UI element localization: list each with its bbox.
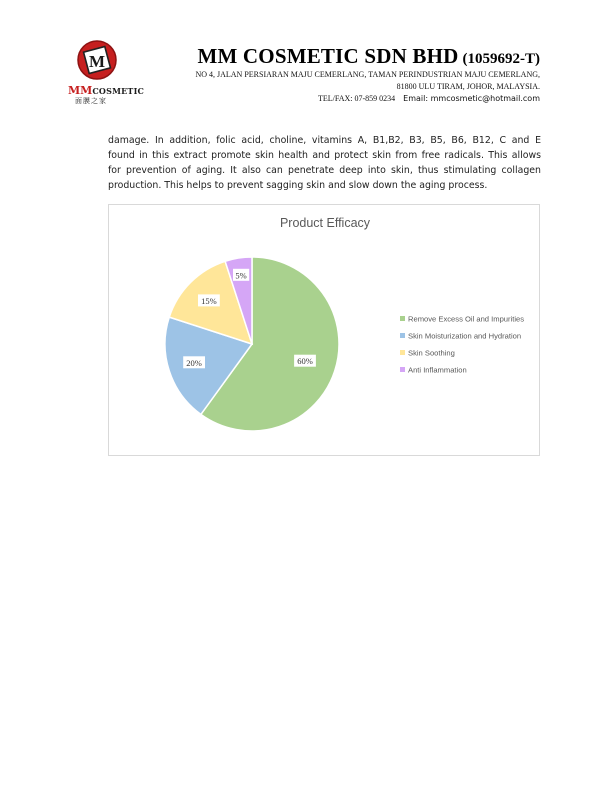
contact-line (318, 94, 540, 103)
logo-chinese-text: 面膜之家 (75, 97, 107, 105)
company-registration: (1059692-T) (462, 51, 540, 67)
logo-brand-cosmetic: COSMETIC (92, 86, 145, 96)
pie-data-label: 15% (201, 295, 217, 306)
pie-data-label: 20% (186, 357, 202, 368)
chart-title: Product Efficacy (279, 216, 371, 230)
paragraph-line: found in this extract promote skin health and protect skin from free radicals. This allows (108, 150, 541, 161)
pie-data-label: 5% (235, 270, 247, 281)
legend-swatch (400, 350, 405, 355)
address-line-2: 81800 ULU TIRAM, JOHOR, MALAYSIA. (396, 82, 540, 91)
paragraph-line: production. This helps to prevent sagging skin and slow down the aging process. (108, 180, 488, 191)
legend-label: Skin Moisturization and Hydration (408, 331, 522, 341)
address-line-1: NO 4, JALAN PERSIARAN MAJU CEMERLANG, TAMAN PERINDUSTRIAN MAJU CEMERLANG, (195, 70, 540, 79)
logo-wordmark (68, 84, 145, 97)
legend-swatch (400, 333, 405, 338)
pie-slices (165, 257, 339, 431)
logo-mark: M (88, 52, 106, 71)
body-paragraph (108, 133, 541, 193)
pie-chart-canvas (109, 205, 539, 455)
logo-emblem-icon (73, 38, 121, 84)
legend-label: Skin Soothing (408, 348, 455, 358)
pie-data-label: 60% (297, 356, 313, 367)
legend-label: Remove Excess Oil and Impurities (408, 314, 525, 324)
company-name: MM COSMETIC SDN BHD (197, 44, 459, 68)
legend-swatch (400, 367, 405, 372)
tel-fax: TEL/FAX: 07-859 0234 (317, 94, 396, 103)
company-logo (68, 38, 145, 110)
paragraph-line: for prevention of aging. It also can penetrate deep into skin, thus stimulating collagen (108, 165, 541, 176)
legend-swatch (400, 316, 405, 321)
paragraph-line: damage. In addition, folic acid, choline, vitamins A, B1,B2, B3, B5, B6, B12, C and E (108, 135, 541, 146)
legend-label: Anti Inflammation (408, 365, 467, 375)
efficacy-chart (108, 204, 540, 456)
logo-brand-mm: MM (68, 84, 93, 97)
company-heading (197, 44, 540, 69)
chart-legend (400, 315, 524, 375)
email-address: Email: mmcosmetic@hotmail.com (403, 94, 540, 103)
